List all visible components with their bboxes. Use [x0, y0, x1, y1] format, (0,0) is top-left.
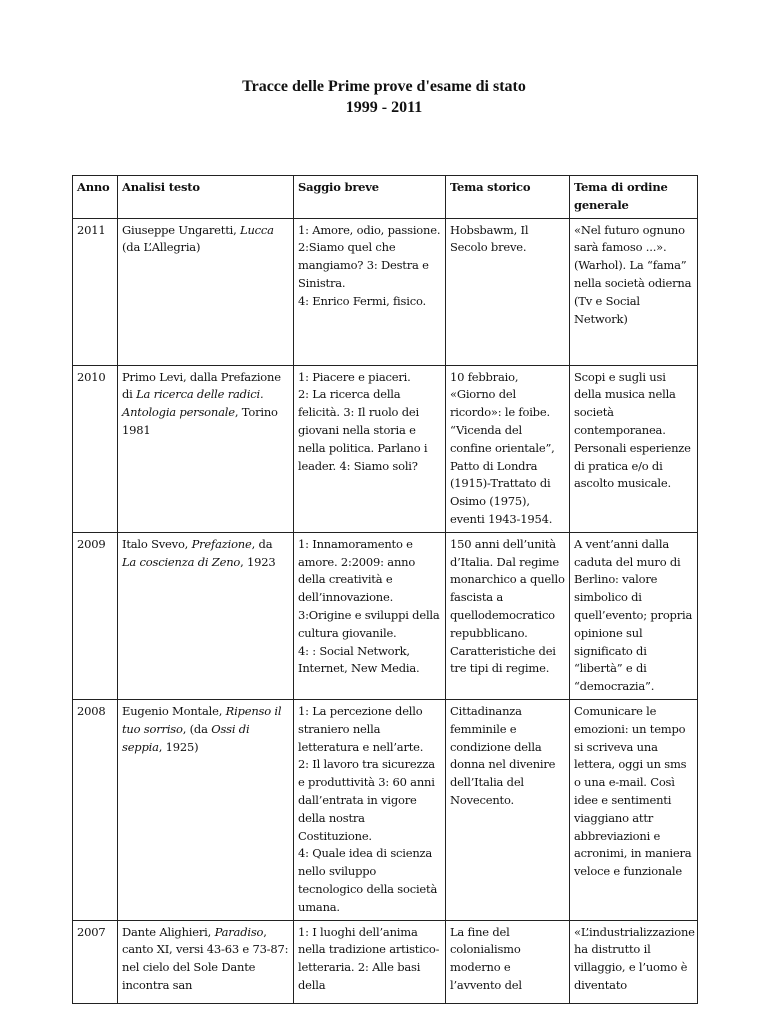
cell-anno: 2011 [73, 218, 118, 365]
cell-tema-generale: A vent’anni dalla caduta del muro di Berlino: valore simbolico di quell’evento; propria opinione sul significato di “libertà” e di “democrazia”. [570, 532, 698, 699]
cell-analisi-testo: Eugenio Montale, Ripenso il tuo sorriso, (da Ossi di seppia, 1925) [118, 699, 294, 920]
cell-saggio-breve: 1: I luoghi dell’anima nella tradizione artistico-letteraria. 2: Alle basi della [294, 920, 446, 1003]
cell-analisi-testo: Dante Alighieri, Paradiso, canto XI, versi 43-63 e 73-87: nel cielo del Sole Dante incontra san [118, 920, 294, 1003]
cell-anno: 2010 [73, 365, 118, 532]
cell-saggio-breve: 1: Piacere e piaceri. 2: La ricerca della felicità. 3: Il ruolo dei giovani nella storia e nella politica. Parlano i leader. 4: Siamo soli? [294, 365, 446, 532]
header-saggio-breve: Saggio breve [294, 176, 446, 219]
cell-tema-storico: Cittadinanza femminile e condizione della donna nel divenire dell’Italia del Novecento. [446, 699, 570, 920]
cell-tema-generale: «L’industrializzazione ha distrutto il villaggio, e l’uomo è diventato [570, 920, 698, 1003]
cell-analisi-testo: Giuseppe Ungaretti, Lucca (da L’Allegria) [118, 218, 294, 365]
table-row-2010 [73, 365, 698, 532]
cell-anno: 2009 [73, 532, 118, 699]
cell-tema-storico: La fine del colonialismo moderno e l’avvento del [446, 920, 570, 1003]
cell-anno: 2007 [73, 920, 118, 1003]
cell-analisi-testo: Italo Svevo, Prefazione, da La coscienza di Zeno, 1923 [118, 532, 294, 699]
title-line-1: Tracce delle Prime prove d'esame di stato [242, 78, 526, 95]
cell-tema-generale: Scopi e sugli usi della musica nella società contemporanea. Personali esperienze di pratica e/o di ascolto musicale. [570, 365, 698, 532]
header-tema-generale: Tema di ordine generale [570, 176, 698, 219]
cell-saggio-breve: 1: Innamoramento e amore. 2:2009: anno della creatività e dell’innovazione. 3:Origine e sviluppi della cultura giovanile. 4: : Social Network, Internet, New Media. [294, 532, 446, 699]
header-analisi-testo: Analisi testo [118, 176, 294, 219]
cell-anno: 2008 [73, 699, 118, 920]
cell-saggio-breve: 1: La percezione dello straniero nella letteratura e nell’arte. 2: Il lavoro tra sicurezza e produttività 3: 60 anni dall’entrata in vigore della nostra Costituzione. 4: Quale idea di scienza nello sviluppo tecnologico della società umana. [294, 699, 446, 920]
document-title [0, 76, 768, 118]
title-line-2: 1999 - 2011 [345, 99, 423, 116]
cell-tema-storico: 150 anni dell’unità d’Italia. Dal regime monarchico a quello fascista a quellodemocratico repubblicano. Caratteristiche dei tre tipi di regime. [446, 532, 570, 699]
cell-tema-generale: Comunicare le emozioni: un tempo si scriveva una lettera, oggi un sms o una e-mail. Così idee e sentimenti viaggiano attr abbreviazioni e acronimi, in maniera veloce e funzionale [570, 699, 698, 920]
cell-tema-generale: «Nel futuro ognuno sarà famoso ...». (Warhol). La “fama” nella società odierna (Tv e Social Network) [570, 218, 698, 365]
header-tema-storico: Tema storico [446, 176, 570, 219]
cell-analisi-testo: Primo Levi, dalla Prefazione di La ricerca delle radici. Antologia personale, Torino 1981 [118, 365, 294, 532]
table-row-2007 [73, 920, 698, 1003]
cell-tema-storico: 10 febbraio, «Giorno del ricordo»: le foibe. “Vicenda del confine orientale”, Patto di Londra (1915)-Trattato di Osimo (1975), eventi 1943-1954. [446, 365, 570, 532]
table-header-row [73, 176, 698, 219]
table-row-2009 [73, 532, 698, 699]
table-row-2011 [73, 218, 698, 365]
exam-topics-table [72, 175, 698, 1004]
header-anno: Anno [73, 176, 118, 219]
cell-saggio-breve: 1: Amore, odio, passione. 2:Siamo quel che mangiamo? 3: Destra e Sinistra. 4: Enrico Fermi, fisico. [294, 218, 446, 365]
cell-tema-storico: Hobsbawm, Il Secolo breve. [446, 218, 570, 365]
table-row-2008 [73, 699, 698, 920]
